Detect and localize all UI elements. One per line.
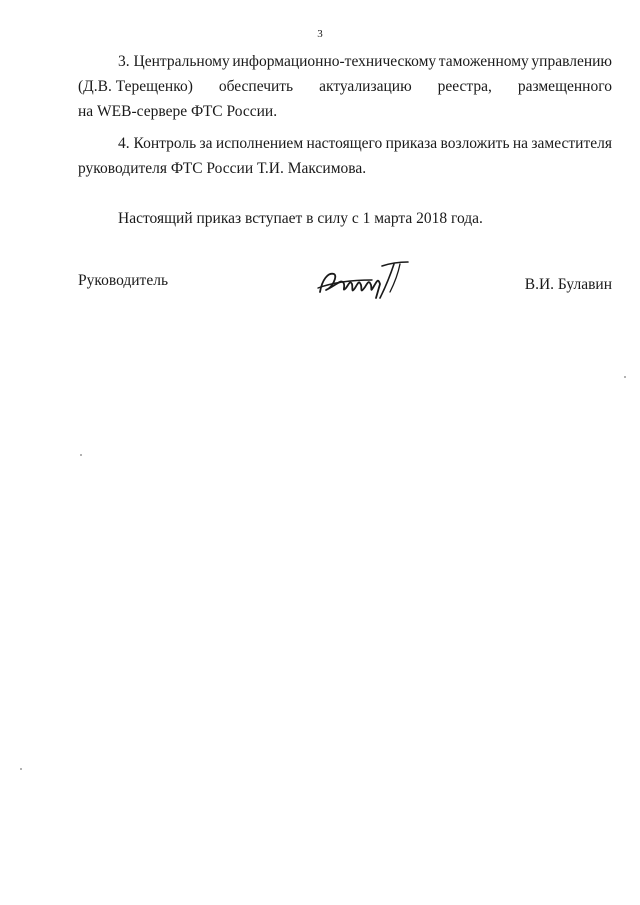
word: таможенному [438,53,529,70]
scan-speck [624,376,626,378]
word: за [199,135,213,152]
paragraph-4-line-1 [78,131,612,156]
paragraph-3-line-1 [78,49,612,74]
word: актуализацию [319,78,412,95]
page-number: 3 [317,28,323,40]
word: обеспечить [218,78,294,95]
line-text: на WEB-сервере ФТС России. [78,103,278,120]
word: 3. Центральному [118,53,230,70]
word: реестра, [437,78,492,95]
word: возложить [440,135,510,152]
word: 4. Контроль [118,135,197,152]
word: управлению [531,53,612,70]
line-text: руководителя ФТС России Т.И. Максимова. [78,160,367,177]
handwritten-signature [314,258,414,302]
paragraph-4 [78,131,612,181]
paragraph-5 [78,206,612,231]
word: (Д.В. Терещенко) [78,78,193,95]
signatory-title: Руководитель [78,272,169,289]
word: заместителя [531,135,612,152]
word: на [512,135,529,152]
word: размещенного [517,78,612,95]
word: информационно-техническому [232,53,437,70]
paragraph-3-line-3 [78,99,612,124]
word: приказа [385,135,438,152]
word: исполнением [215,135,304,152]
scan-speck [20,768,22,770]
scan-speck [80,454,82,456]
paragraph-4-line-2 [78,156,612,181]
word: настоящего [306,135,383,152]
signatory-name: В.И. Булавин [524,276,612,293]
paragraph-5-line-1 [78,206,612,231]
paragraph-3 [78,49,612,124]
paragraph-3-line-2 [78,74,612,99]
line-text: Настоящий приказ вступает в силу с 1 марта 2018 года. [118,210,483,227]
